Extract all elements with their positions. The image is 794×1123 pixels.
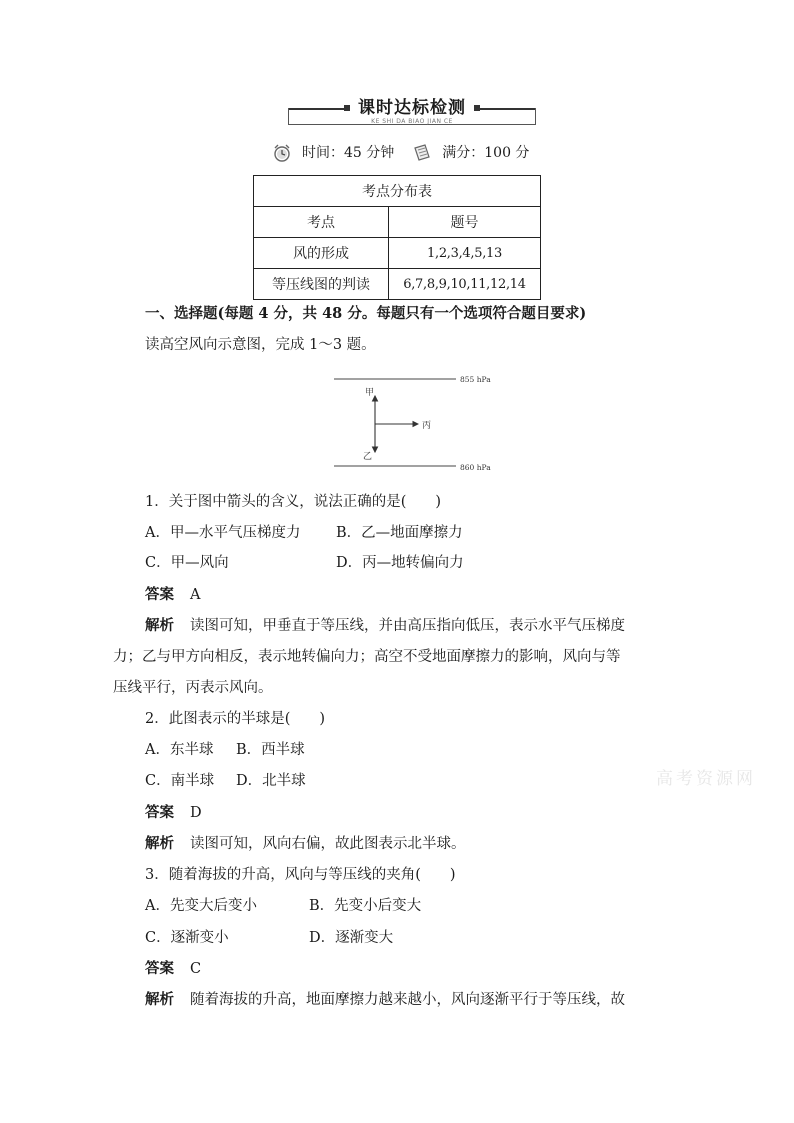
option-c: C．南半球 [145,773,215,789]
answer-line [145,959,201,979]
analysis-text: 压线平行，丙表示风向。 [113,680,273,696]
option-d: D．北半球 [236,773,306,789]
page-title: 课时达标检测 [350,96,474,120]
option-a: A．先变大后变小 [145,898,257,914]
analysis-text: 读图可知，风向右偏，故此图表示北半球。 [190,836,466,852]
column-header-questions: 题号 [389,207,541,238]
answer-value: D [190,805,202,821]
full-score: 满分：100 分 [442,145,530,161]
analysis-text: 力；乙与甲方向相反，表示地转偏向力；高空不受地面摩擦力的影响，风向与等 [113,649,621,665]
answer-label: 答案 [145,960,174,977]
label-yi: 乙 [363,452,373,462]
option-b: B．乙—地面摩擦力 [336,525,463,541]
analysis-label: 解析 [145,617,174,634]
option-d: D．逐渐变大 [309,930,394,946]
analysis-text: 随着海拔的升高，地面摩擦力越来越小，风向逐渐平行于等压线，故 [190,992,625,1008]
option-b: B．西半球 [236,742,305,758]
answer-label: 答案 [145,804,174,821]
answer-label: 答案 [145,586,174,603]
table-row [254,238,541,269]
wind-direction-diagram [334,372,504,476]
analysis-label: 解析 [145,991,174,1008]
alarm-clock-icon [272,143,292,163]
analysis-text: 读图可知，甲垂直于等压线，并由高压指向低压，表示水平气压梯度 [190,618,625,634]
table-caption: 考点分布表 [254,176,541,207]
answer-line [145,585,200,605]
exam-meta [272,140,547,166]
answer-line [145,803,202,823]
time-limit: 时间：45 分钟 [302,145,395,161]
section-intro: 读高空风向示意图，完成 1～3 题。 [145,337,376,353]
table-cell-topic: 等压线图的判读 [254,269,389,300]
header-banner [288,96,536,130]
table-cell-questions: 6,7,8,9,10,11,12,14 [389,269,541,300]
option-b: B．先变小后变大 [309,898,422,914]
label-jia: 甲 [365,388,375,398]
wind-diagram-svg [334,372,504,476]
isobar-top-label: 855 hPa [460,375,491,384]
option-c: C．甲—风向 [145,555,229,571]
answer-value: A [190,587,201,603]
question-stem: 2．此图表示的半球是( ) [145,711,326,727]
option-a: A．东半球 [145,742,214,758]
question-stem: 1．关于图中箭头的含义，说法正确的是( ) [145,494,442,510]
table-header-row [254,207,541,238]
watermark: 高考资源网 [656,769,756,789]
section-heading: 一、选择题(每题 4 分，共 48 分。每题只有一个选项符合题目要求) [145,305,587,322]
isobar-bottom-label: 860 hPa [460,463,491,472]
answer-value: C [190,961,202,977]
option-d: D．丙—地转偏向力 [336,555,464,571]
option-c: C．逐渐变小 [145,930,229,946]
table-caption-row [254,176,541,207]
table-cell-questions: 1,2,3,4,5,13 [389,238,541,269]
option-a: A．甲—水平气压梯度力 [145,525,301,541]
paper-icon [412,143,432,163]
analysis-line [145,834,466,854]
analysis-line [145,616,625,636]
topic-distribution-table [253,175,541,300]
table-row [254,269,541,300]
column-header-topic: 考点 [254,207,389,238]
table-cell-topic: 风的形成 [254,238,389,269]
page-subtitle: KE SHI DA BIAO JIAN CE [371,118,453,125]
analysis-label: 解析 [145,835,174,852]
analysis-line [145,990,625,1010]
banner-right-square [474,105,480,111]
question-stem: 3．随着海拔的升高，风向与等压线的夹角( ) [145,867,456,883]
label-bing: 丙 [422,421,432,431]
